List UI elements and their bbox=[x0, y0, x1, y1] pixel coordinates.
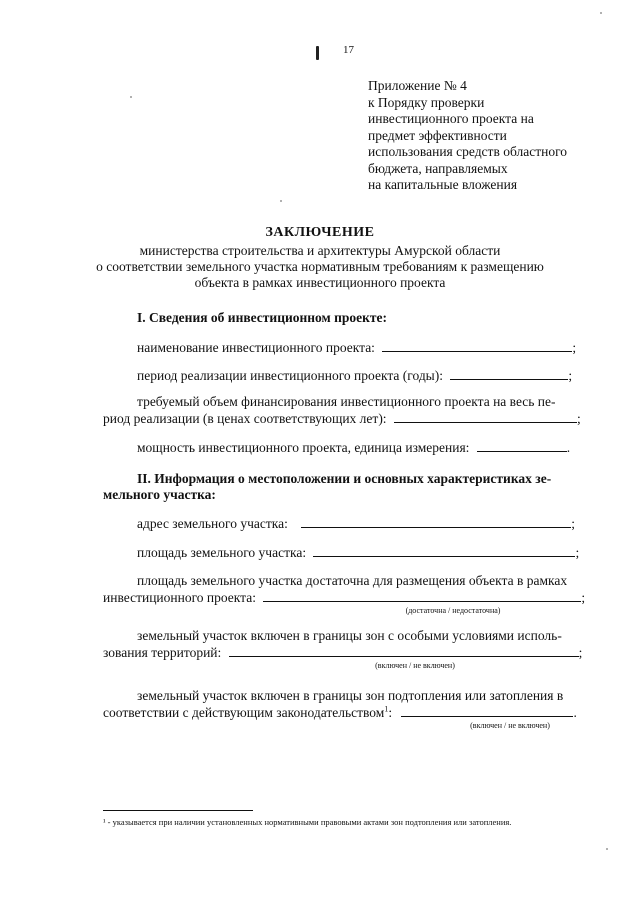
semicolon: ; bbox=[576, 411, 581, 426]
section-2-heading-cont: мельного участка: bbox=[103, 487, 216, 502]
field-label: площадь земельного участка: bbox=[137, 545, 307, 560]
field-sufficient-line1: площадь земельного участка достаточна для размещения объекта в рамках bbox=[137, 573, 568, 588]
footnote: ¹ - указывается при наличии установленных нормативными правовыми актами зон подтопления или затопления. bbox=[103, 817, 512, 827]
field-caption: (включен / не включен) bbox=[470, 721, 550, 730]
subtitle-line: о соответствии земельного участка нормативным требованиям к размещению bbox=[96, 259, 544, 274]
field-project-period bbox=[137, 367, 572, 384]
field-label: период реализации инвестиционного проекта (годы): bbox=[137, 368, 443, 383]
section-2-heading: II. Информация о местоположении и основных характеристиках зе- bbox=[137, 471, 552, 486]
fill-line[interactable] bbox=[313, 544, 575, 557]
fill-line[interactable] bbox=[301, 515, 571, 528]
appendix-line: бюджета, направляемых bbox=[368, 160, 508, 176]
fill-line[interactable] bbox=[394, 410, 577, 423]
field-flood: соответствии с действующим законодательством$^1$: . bbox=[103, 704, 577, 720]
footnote-ref: 1 bbox=[384, 704, 389, 714]
fill-line[interactable] bbox=[477, 439, 567, 452]
scan-speck bbox=[606, 848, 608, 850]
appendix-line: инвестиционного проекта на bbox=[368, 111, 534, 126]
semicolon: ; bbox=[578, 645, 583, 660]
scan-speck bbox=[600, 12, 602, 14]
fill-line[interactable] bbox=[263, 589, 581, 602]
field-zones bbox=[103, 644, 582, 661]
field-area bbox=[137, 544, 579, 561]
field-label: адрес земельного участка: bbox=[137, 516, 288, 531]
subtitle-line: объекта в рамках инвестиционного проекта bbox=[194, 275, 446, 290]
appendix-line: к Порядку проверки bbox=[368, 94, 485, 110]
semicolon: ; bbox=[568, 368, 573, 383]
field-caption: (достаточна / недостаточна) bbox=[405, 606, 501, 615]
field-sufficient bbox=[103, 589, 585, 606]
semicolon: ; bbox=[571, 516, 576, 531]
field-project-name bbox=[137, 339, 576, 356]
scan-mark bbox=[316, 46, 319, 60]
field-financing bbox=[103, 410, 581, 427]
field-financing-line1: требуемый объем финансирования инвестиционного проекта на весь пе- bbox=[137, 394, 556, 409]
semicolon: ; bbox=[581, 590, 586, 605]
section-1-heading: I. Сведения об инвестиционном проекте: bbox=[137, 310, 388, 325]
scan-speck bbox=[280, 200, 282, 202]
fill-line[interactable] bbox=[450, 367, 568, 380]
field-label: зования территорий: bbox=[103, 645, 222, 660]
scan-speck bbox=[130, 96, 132, 98]
field-capacity bbox=[137, 439, 570, 456]
appendix-line: предмет эффективности bbox=[368, 127, 507, 143]
fill-line[interactable] bbox=[382, 339, 572, 352]
document-title: ЗАКЛЮЧЕНИЕ bbox=[265, 225, 375, 240]
period: . bbox=[566, 440, 571, 455]
field-label: соответствии с действующим законодательством bbox=[103, 705, 385, 720]
fill-line[interactable] bbox=[229, 644, 579, 657]
fill-line[interactable] bbox=[401, 704, 573, 717]
field-caption: (включен / не включен) bbox=[375, 661, 455, 670]
field-label: риод реализации (в ценах соответствующих лет): bbox=[103, 411, 387, 426]
page-number: 17 bbox=[343, 44, 354, 56]
semicolon: ; bbox=[575, 545, 580, 560]
appendix-line: на капитальные вложения bbox=[368, 177, 518, 192]
appendix-line: Приложение № 4 bbox=[368, 78, 467, 93]
appendix-line: использования средств областного bbox=[368, 144, 568, 159]
semicolon: ; bbox=[572, 340, 577, 355]
field-label: инвестиционного проекта: bbox=[103, 590, 256, 605]
appendix-block bbox=[368, 78, 567, 194]
footnote-divider bbox=[103, 810, 253, 811]
period: . bbox=[573, 705, 577, 720]
subtitle-line: министерства строительства и архитектуры Амурской области bbox=[139, 243, 501, 258]
field-address bbox=[137, 515, 575, 532]
field-zones-line1: земельный участок включен в границы зон с особыми условиями исполь- bbox=[137, 628, 562, 643]
field-label: мощность инвестиционного проекта, единица измерения: bbox=[137, 440, 470, 455]
field-label: наименование инвестиционного проекта: bbox=[137, 340, 375, 355]
field-flood-line1: земельный участок включен в границы зон подтопления или затопления в bbox=[137, 688, 564, 703]
